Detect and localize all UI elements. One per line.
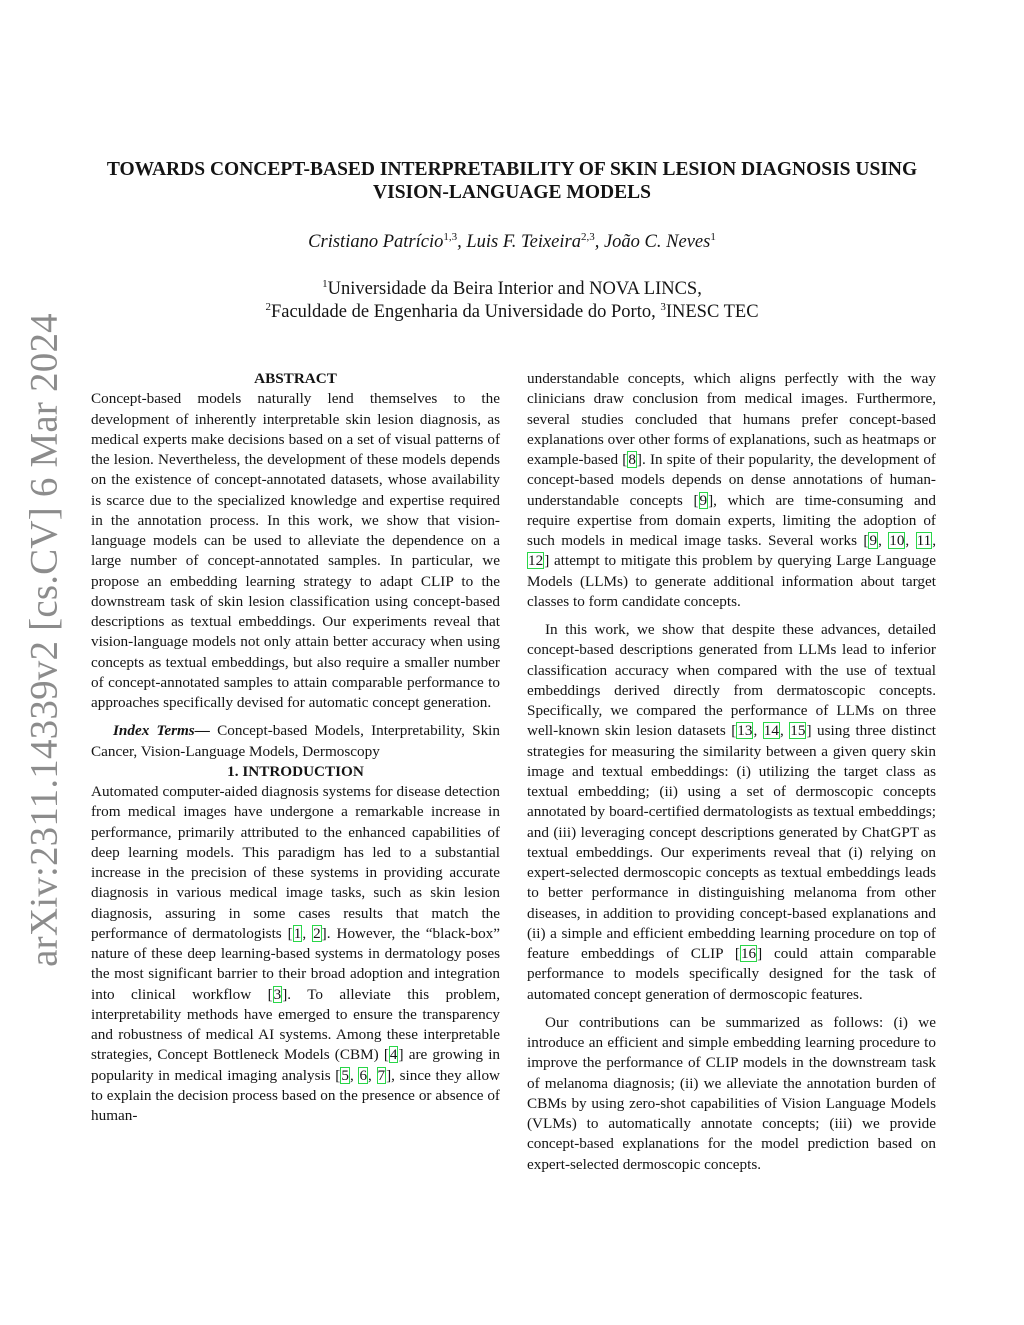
- citation-link[interactable]: 15: [790, 722, 806, 740]
- index-terms: [91, 721, 500, 762]
- author-name: Luis F. Teixeira: [466, 232, 581, 252]
- index-terms-label: Index Terms—: [113, 722, 210, 740]
- citation-link[interactable]: 6: [359, 1066, 368, 1084]
- citation-link[interactable]: 7: [377, 1066, 386, 1084]
- index-terms-text: Concept-based Models, Interpretability, Skin Cancer, Vision-Language Models, Dermoscopy: [91, 722, 500, 760]
- introduction-heading: 1. INTRODUCTION: [227, 762, 364, 780]
- citation-link[interactable]: 1: [293, 924, 302, 942]
- citation-separator: ,: [368, 1066, 377, 1084]
- paragraph-text: understandable concepts, which aligns perfectly with the way clinicians draw conclusion from medical images. Furthermore, several studies concluded that humans prefer concept-based explanations over other forms of explanations, such as heatmaps or example-based [: [527, 370, 936, 468]
- citation-separator: ,: [932, 532, 936, 549]
- author-affiliation-mark: 1,3: [443, 231, 458, 243]
- affiliation-line-1: Universidade da Beira Interior and NOVA LINCS,: [327, 279, 702, 299]
- paragraph-text: ]. In spite of their popularity, the development of concept-based models depends on dense annotations of human-understandable concepts [: [527, 451, 936, 509]
- abstract-body: Concept-based models naturally lend themselves to the development of inherently interpretable skin lesion diagnosis, as medical experts make decisions based on a set of visual patterns of the lesion. Nevertheless, the development of these models depends on the existence of concept-annotated datasets, whose availability is scarce due to the specialized knowledge and expertise required in the annotation process. In this work, we show that vision-language models can be used to alleviate the dependence on a large number of concept-annotated samples. In particular, we propose an embedding learning strategy to adapt CLIP to the downstream task of skin lesion classification using concept-based descriptions as textual embeddings. Our experiments reveal that vision-language models not only attain better accuracy when using concepts as textual embeddings, but also require a smaller number of concept-annotated samples to attain comparable performance to approaches specifically devised for automatic concept generation.: [91, 390, 500, 711]
- paragraph-text: ]. To alleviate this problem, interpretability methods have emerged to ensure the transparency and robustness of medical AI systems. Among these interpretable strategies, Concept Bottleneck Models (CBM) [: [91, 985, 500, 1064]
- citation-separator: ,: [349, 1066, 359, 1084]
- paragraph-text: ] could attain comparable performance to models specifically designed for the task of automated concept generation of dermoscopic features.: [527, 945, 936, 1003]
- citation-separator: ,: [878, 532, 889, 549]
- arxiv-identifier-stamp: arXiv:2311.14339v2 [cs.CV] 6 Mar 2024: [22, 313, 66, 967]
- citation-link[interactable]: 14: [763, 722, 779, 740]
- citation-link[interactable]: 13: [737, 722, 753, 740]
- citation-link[interactable]: 11: [916, 532, 932, 549]
- author-separator: ,: [457, 232, 467, 252]
- intro-paragraph-3: [527, 620, 936, 1005]
- abstract-heading: ABSTRACT: [254, 370, 337, 387]
- citation-link[interactable]: 10: [889, 532, 905, 549]
- affiliations: [90, 278, 934, 324]
- citation-link[interactable]: 9: [699, 491, 708, 509]
- affiliation-line-2: Faculdade de Engenharia da Universidade do Porto,: [270, 302, 661, 322]
- paragraph-text: ], which are time-consuming and require expertise from domain experts, limiting the adoption of such models in medical image tasks. Several works [: [527, 491, 936, 549]
- citation-separator: ,: [905, 532, 916, 549]
- title-line-1: TOWARDS CONCEPT-BASED INTERPRETABILITY OF SKIN LESION DIAGNOSIS USING: [106, 159, 918, 180]
- paragraph-text: ] are growing in popularity in medical imaging analysis [: [91, 1046, 501, 1084]
- citation-link[interactable]: 2: [313, 924, 321, 942]
- title-line-2: VISION-LANGUAGE MODELS: [373, 182, 651, 203]
- paragraph-text: Automated computer-aided diagnosis systems for disease detection from medical images have undergone a remarkable increase in performance, primarily attributed to the enhanced capabilities of deep learning models. This paradigm has led to a substantial increase in the precision of these systems in providing accurate diagnosis in various medical image tasks, such as skin lesion diagnosis, assuring in some cases results that match the performance of dermatologists [: [91, 783, 500, 942]
- paragraph-text: ] attempt to mitigate this problem by querying Large Language Models (LLMs) to generate additional information about target classes to form candidate concepts.: [527, 552, 936, 610]
- intro-paragraph-1: [91, 782, 500, 1126]
- paper-title: [90, 158, 934, 204]
- author-separator: ,: [594, 232, 604, 252]
- citation-separator: ,: [753, 722, 763, 740]
- paragraph-text: ]. However, the “black-box” nature of these deep learning-based systems in dermatology poses the most significant barrier to their broad adoption and integration into clinical workflow [: [91, 924, 500, 1003]
- author-affiliation-mark: 1: [710, 231, 716, 243]
- paragraph-text: ], since they allow to explain the decision process based on the presence or absence of human-: [91, 1066, 501, 1124]
- author-name: Cristiano Patrício: [308, 232, 444, 252]
- citation-link[interactable]: 4: [389, 1046, 398, 1064]
- paragraph-text: ] using three distinct strategies for measuring the similarity between a given query skin image and textual embeddings: (i) utilizing the target class as textual embedding; (ii) using a set of dermoscopic concepts annotated by board-certified dermatologists as textual embeddings; and (iii) leveraging concept descriptions generated by ChatGPT as textual embeddings. Our experiments reveal that (i) relying on expert-selected dermoscopic concepts as textual embeddings leads to better performance in distinguishing melanoma from other diseases, in addition to providing concept-based explanations and (ii) a simple and efficient embedding learning procedure on top of feature embeddings of CLIP [: [527, 722, 937, 962]
- right-column: [527, 369, 936, 1175]
- citation-link[interactable]: 3: [273, 985, 282, 1003]
- citation-separator: ,: [302, 924, 313, 942]
- citation-link[interactable]: 5: [341, 1066, 349, 1084]
- intro-paragraph-2: [527, 369, 936, 612]
- citation-separator: ,: [779, 722, 790, 740]
- citation-link[interactable]: 12: [528, 552, 544, 570]
- citation-link[interactable]: 8: [628, 451, 636, 468]
- citation-link[interactable]: 9: [869, 532, 878, 549]
- author-name: João C. Neves: [603, 232, 711, 252]
- affiliation-mark: 1: [322, 278, 328, 290]
- citation-link[interactable]: 16: [740, 945, 757, 962]
- affiliation-mark: 2: [265, 301, 271, 313]
- author-affiliation-mark: 2,3: [580, 231, 595, 243]
- intro-paragraph-4: Our contributions can be summarized as follows: (i) we introduce an efficient and simple embedding learning procedure to improve the performance of CLIP models in the downstream task of melanoma diagnosis; (ii) we alleviate the annotation burden of CBMs by using zero-shot capabilities of Vision Language Models (VLMs) to automatically annotate concepts; (iii) we provide concept-based explanations for the model prediction based on expert-selected dermoscopic concepts.: [527, 1013, 936, 1173]
- affiliation-line-2-end: INESC TEC: [665, 302, 759, 322]
- left-column: [91, 369, 500, 1126]
- author-list: [90, 232, 934, 253]
- paragraph-text: In this work, we show that despite these advances, detailed concept-based descriptions generated from LLMs lead to inferior classification accuracy when compared with the use of textual embeddings derived directly from dermatoscopic concepts. Specifically, we compared the performance of LLMs on three well-known skin lesion datasets [: [527, 621, 936, 740]
- affiliation-mark: 3: [660, 301, 666, 313]
